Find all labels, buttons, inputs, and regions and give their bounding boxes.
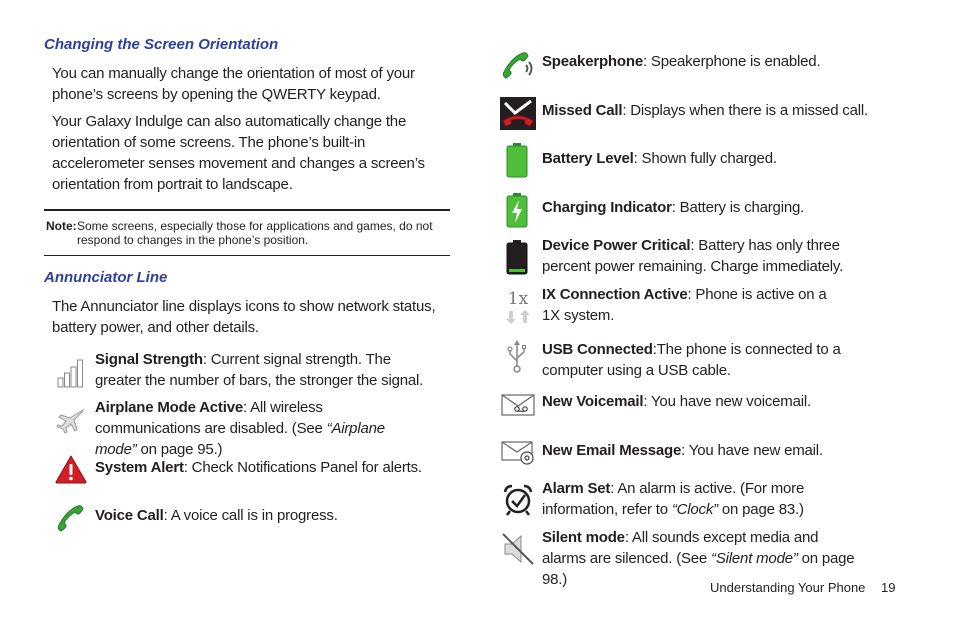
- silent-mode-desc: : All sounds except media and alarms are silenced. (See: [542, 529, 819, 567]
- section-heading-orientation: Changing the Screen Orientation: [44, 36, 279, 53]
- paragraph-auto-orientation: Your Galaxy Indulge can also automatically change the orientation of some screens. The phone’s built-in accelerometer senses movement and changes a screen’s orientation from portrait to landscape.: [52, 113, 425, 193]
- alarm-set-item: [542, 478, 862, 520]
- missed-call-desc: : Displays when there is a missed call.: [622, 102, 868, 119]
- battery-level-desc: : Shown fully charged.: [633, 150, 777, 167]
- alarm-set-ref: “Clock”: [671, 501, 718, 518]
- new-email-item: [542, 440, 872, 461]
- charging-indicator-item: [542, 197, 872, 218]
- device-power-critical-desc: : Battery has only three percent power remaining. Charge immediately.: [542, 237, 844, 275]
- battery-level-item: [542, 148, 872, 169]
- silent-mode-icon: [501, 532, 535, 566]
- alarm-set-after: on page 83.): [717, 501, 804, 518]
- missed-call-item: [542, 100, 872, 121]
- note-bottom-rule: [44, 255, 450, 256]
- airplane-mode-term: Airplane Mode Active: [95, 399, 243, 416]
- signal-strength-term: Signal Strength: [95, 351, 203, 368]
- missed-call-icon: [500, 97, 536, 130]
- alarm-icon: [501, 483, 535, 517]
- 1x-connection-icon: [505, 290, 531, 324]
- battery-critical-icon: [506, 240, 528, 275]
- new-voicemail-desc: : You have new voicemail.: [643, 393, 811, 410]
- charging-icon: [506, 193, 528, 228]
- signal-strength-item: [95, 349, 425, 391]
- silent-mode-term: Silent mode: [542, 529, 625, 546]
- new-email-desc: : You have new email.: [681, 442, 823, 459]
- alarm-set-desc: : An alarm is active. (For more information, refer to: [542, 480, 805, 518]
- email-icon: [501, 441, 535, 465]
- silent-mode-ref: “Silent mode”: [711, 550, 798, 567]
- usb-connected-item: [542, 339, 842, 381]
- 1x-connection-desc: : Phone is active on a 1X system.: [542, 286, 827, 324]
- 1x-connection-term: IX Connection Active: [542, 286, 688, 303]
- 1x-label: 1x: [507, 289, 529, 309]
- system-alert-item: [95, 457, 425, 478]
- section-heading-annunciator: Annunciator Line: [44, 269, 168, 286]
- airplane-mode-desc: : All wireless communications are disabled. (See: [95, 399, 327, 437]
- signal-strength-desc: : Current signal strength. The greater the number of bars, the stronger the signal.: [95, 351, 424, 389]
- charging-indicator-desc: : Battery is charging.: [671, 199, 805, 216]
- system-alert-term: System Alert: [95, 459, 184, 476]
- 1x-arrows-icon: [505, 310, 531, 324]
- speakerphone-desc: : Speakerphone is enabled.: [642, 53, 821, 70]
- airplane-icon: [56, 406, 86, 434]
- paragraph-manual-orientation: You can manually change the orientation of most of your phone’s screens by opening the QWERTY keypad.: [52, 65, 415, 103]
- system-alert-desc: : Check Notifications Panel for alerts.: [183, 459, 422, 476]
- battery-level-term: Battery Level: [542, 150, 634, 167]
- alarm-set-term: Alarm Set: [542, 480, 611, 497]
- system-alert-icon: [55, 455, 87, 484]
- signal-strength-icon: [57, 358, 85, 388]
- 1x-connection-item: [542, 284, 842, 326]
- charging-indicator-term: Charging Indicator: [542, 199, 672, 216]
- new-email-term: New Email Message: [542, 442, 682, 459]
- note-text: Some screens, especially those for applications and games, do not respond to changes in the phone’s position.: [77, 219, 433, 247]
- usb-connected-desc: :The phone is connected to a computer using a USB cable.: [542, 341, 841, 379]
- note-label: Note:: [46, 219, 77, 233]
- device-power-critical-term: Device Power Critical: [542, 237, 691, 254]
- paragraph-annunciator: The Annunciator line displays icons to show network status, battery power, and other details.: [52, 298, 436, 336]
- page-number: 19: [881, 580, 896, 595]
- new-voicemail-item: [542, 391, 872, 412]
- usb-icon: [506, 339, 528, 373]
- silent-mode-after: on page 98.): [542, 550, 855, 588]
- voicemail-icon: [501, 394, 535, 416]
- speakerphone-term: Speakerphone: [542, 53, 643, 70]
- battery-full-icon: [506, 143, 528, 178]
- usb-connected-term: USB Connected: [542, 341, 653, 358]
- voice-call-icon: [55, 503, 87, 533]
- airplane-mode-ref: “Airplane mode”: [95, 420, 385, 458]
- footer-section-title: Understanding Your Phone: [710, 580, 866, 595]
- missed-call-term: Missed Call: [542, 102, 623, 119]
- device-power-critical-item: [542, 235, 872, 277]
- voice-call-item: [95, 505, 425, 526]
- note-top-rule: [44, 209, 450, 211]
- speakerphone-icon: [500, 48, 536, 80]
- speakerphone-item: [542, 51, 872, 72]
- new-voicemail-term: New Voicemail: [542, 393, 644, 410]
- voice-call-term: Voice Call: [95, 507, 164, 524]
- airplane-mode-item: [95, 397, 425, 460]
- airplane-mode-after: on page 95.): [136, 441, 223, 458]
- voice-call-desc: : A voice call is in progress.: [163, 507, 338, 524]
